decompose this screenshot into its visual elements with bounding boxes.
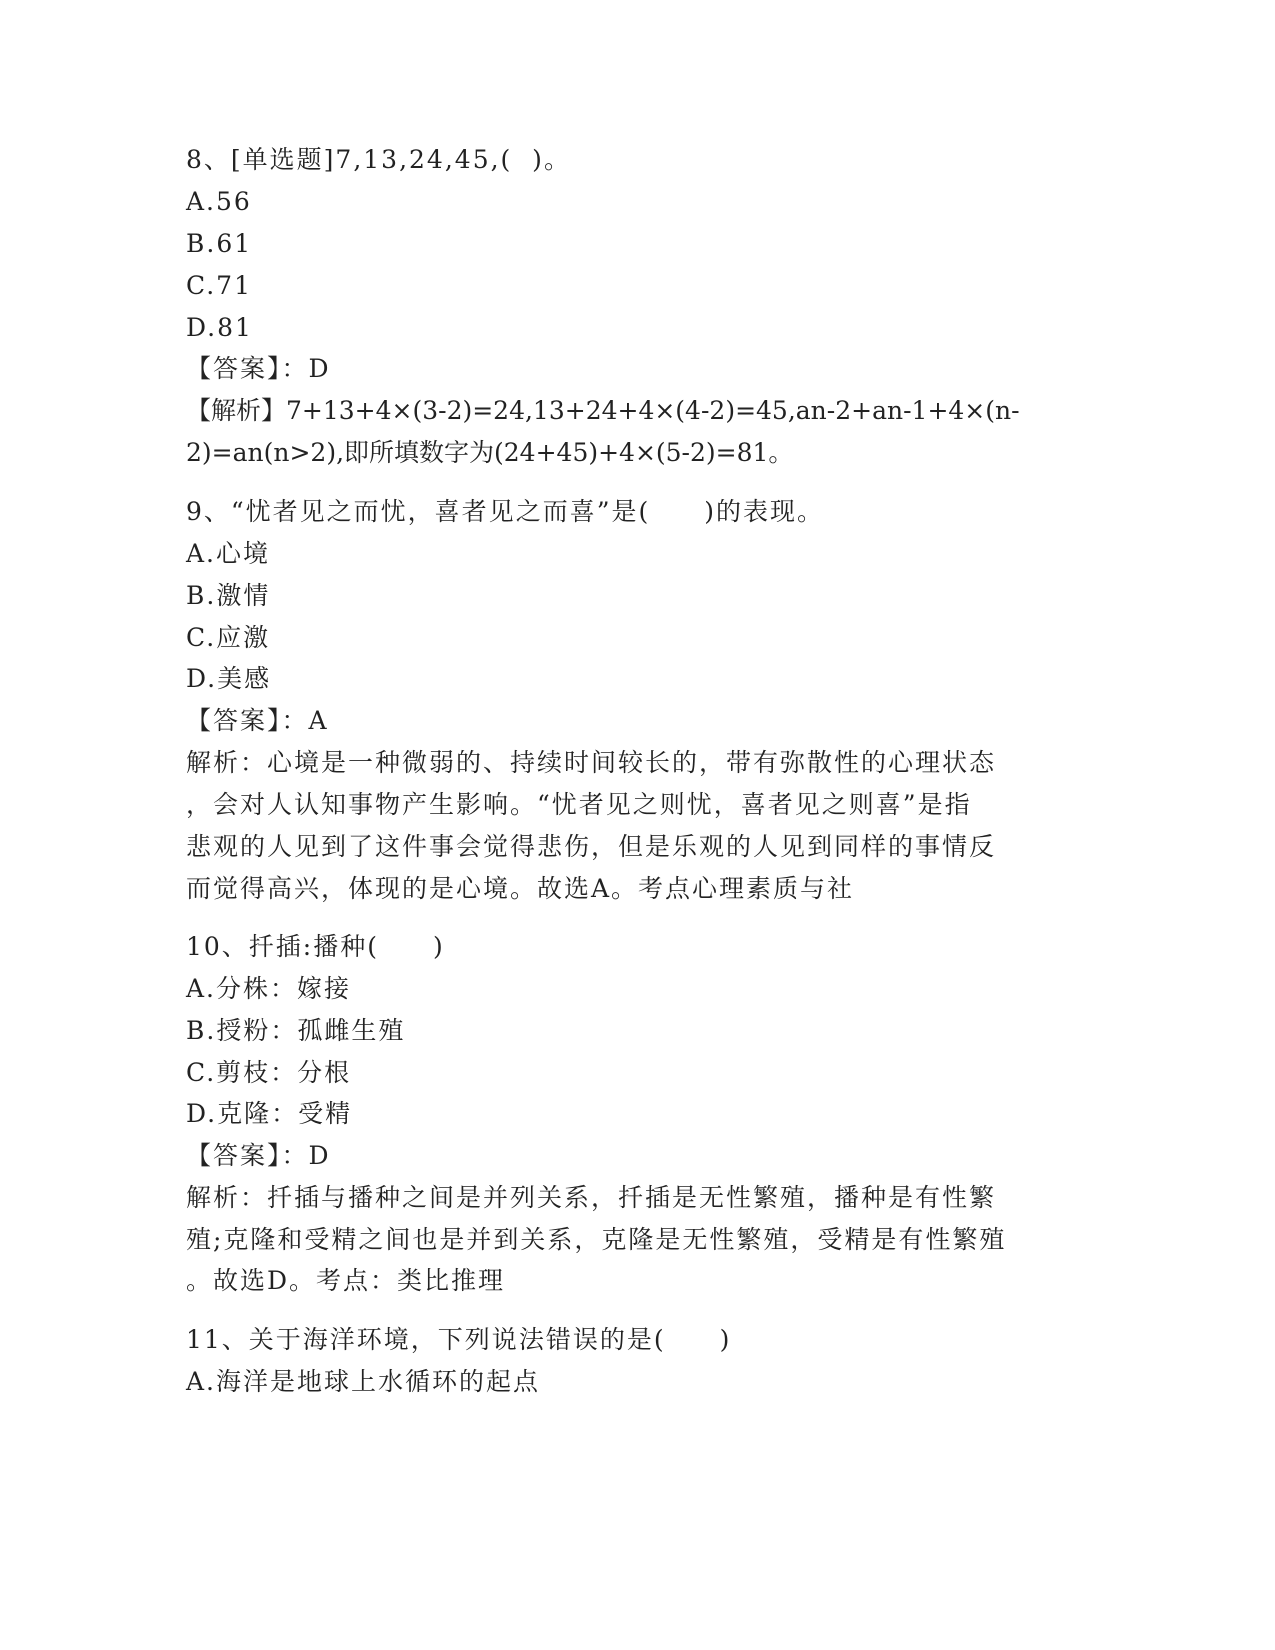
question-10-option-a: A.分株：嫁接 (186, 974, 352, 1003)
question-9-explanation-line-2: ，会对人认知事物产生影响。“忧者见之则忧，喜者见之则喜”是指 (186, 790, 972, 819)
question-9-explanation-line-4: 而觉得高兴，体现的是心境。故选A。考点心理素质与社 (186, 874, 855, 903)
question-8-option-b: B.61 (186, 229, 253, 258)
question-8-stem: 8、[单选题]7,13,24,45,( )。 (186, 145, 571, 174)
question-10-stem: 10、扦插:播种( ) (186, 932, 445, 961)
question-10-option-b: B.授粉：孤雌生殖 (186, 1016, 406, 1045)
question-11-option-a: A.海洋是地球上水循环的起点 (186, 1367, 541, 1396)
question-8-option-c: C.71 (186, 271, 252, 300)
question-9-option-d: D.美感 (186, 664, 272, 693)
question-9-explanation-line-3: 悲观的人见到了这件事会觉得悲伤，但是乐观的人见到同样的事情反 (186, 832, 997, 861)
question-9-answer: 【答案】：A (186, 706, 329, 735)
question-9-option-c: C.应激 (186, 623, 271, 652)
question-9-explanation-line-1: 解析：心境是一种微弱的、持续时间较长的，带有弥散性的心理状态 (186, 748, 997, 777)
question-9-option-a: A.心境 (186, 539, 271, 568)
question-10-option-d: D.克隆：受精 (186, 1099, 353, 1128)
question-8-option-d: D.81 (186, 313, 253, 342)
question-8-answer: 【答案】：D (186, 354, 331, 383)
question-10-explanation-line-2: 殖;克隆和受精之间也是并到关系，克隆是无性繁殖，受精是有性繁殖 (186, 1225, 1007, 1254)
question-10-explanation-line-1: 解析：扦插与播种之间是并列关系，扦插是无性繁殖，播种是有性繁 (186, 1183, 997, 1212)
question-11-stem: 11、关于海洋环境，下列说法错误的是( ) (186, 1325, 732, 1354)
question-9-option-b: B.激情 (186, 581, 271, 610)
question-8-explanation-line-1: 【解析】7+13+4×(3-2)=24,13+24+4×(4-2)=45,an-2+an-1+4×(n- (186, 396, 1020, 425)
question-8-option-a: A.56 (186, 187, 252, 216)
question-10-explanation-line-3: 。故选D。考点：类比推理 (186, 1266, 506, 1295)
question-10-option-c: C.剪枝：分根 (186, 1058, 352, 1087)
question-9-stem: 9、“忧者见之而忧，喜者见之而喜”是( )的表现。 (186, 497, 824, 526)
question-10-answer: 【答案】：D (186, 1141, 331, 1170)
question-8-explanation-line-2: 2)=an(n>2),即所填数字为(24+45)+4×(5-2)=81。 (186, 438, 794, 467)
